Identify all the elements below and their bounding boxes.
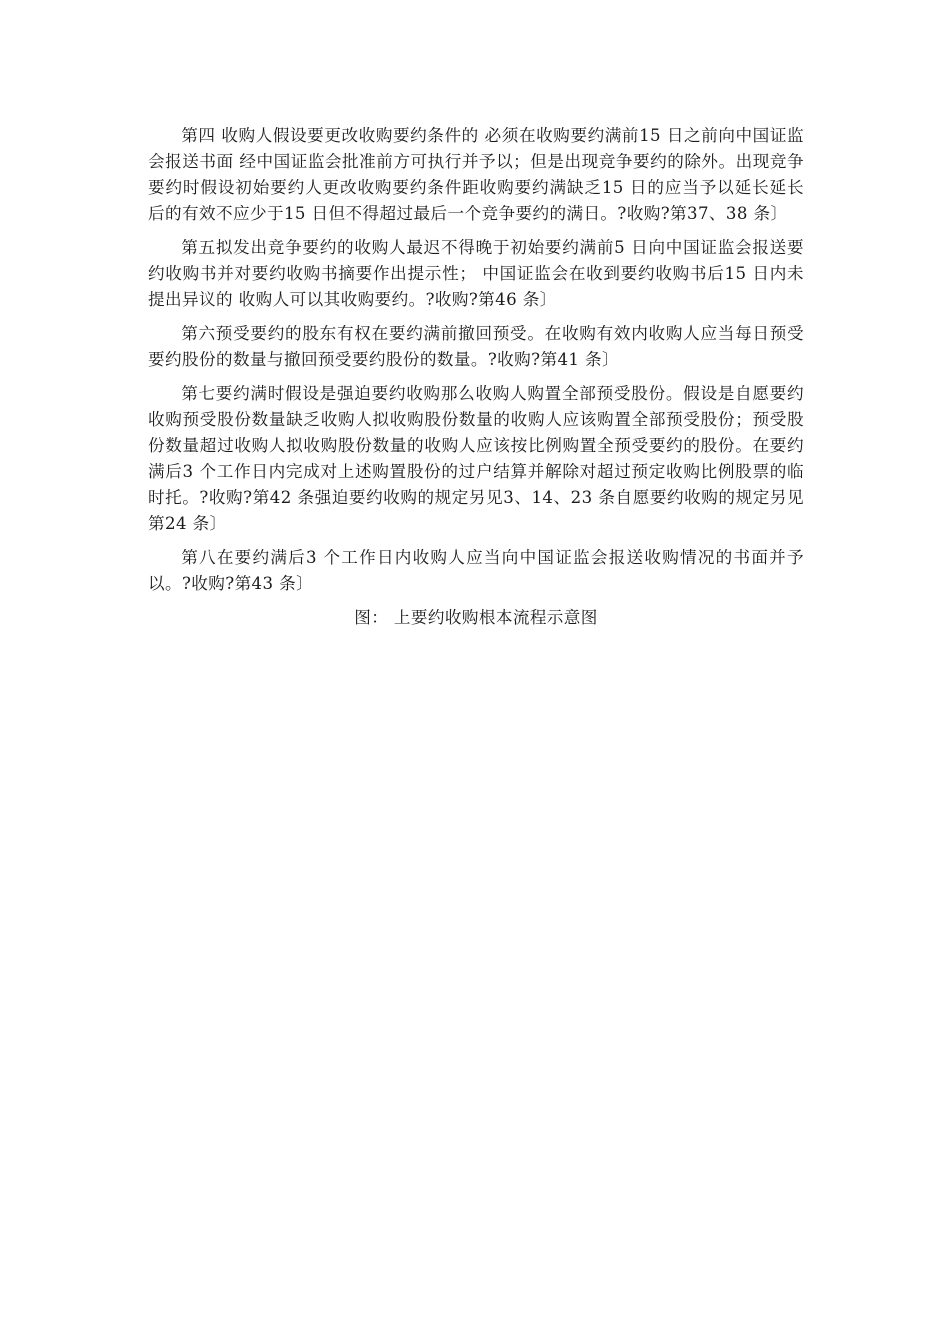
paragraph-step-8: 第八在要约满后3 个工作日内收购人应当向中国证监会报送收购情况的书面并予以。?收购?第43 条〕: [148, 548, 804, 593]
document-body: [148, 123, 804, 631]
figure-caption: 图： 上要约收购根本流程示意图: [354, 608, 598, 627]
paragraph-step-7: 第七要约满时假设是强迫要约收购那么收购人购置全部预受股份。假设是自愿要约收购预受股份数量缺乏收购人拟收购股份数量的收购人应该购置全部预受股份；预受股份数量超过收购人拟收购股份数量的收购人应该按比例购置全预受要约的股份。在要约满后3 个工作日内完成对上述购置股份的过户结算并解除对超过预定收购比例股票的临时托。?收购?第42 条强迫要约收购的规定另见3、14、23 条自愿要约收购的规定另见第24 条〕: [148, 384, 804, 533]
paragraph-step-6: 第六预受要约的股东有权在要约满前撤回预受。在收购有效内收购人应当每日预受要约股份的数量与撤回预受要约股份的数量。?收购?第41 条〕: [148, 324, 804, 369]
paragraph-step-5: 第五拟发出竞争要约的收购人最迟不得晚于初始要约满前5 日向中国证监会报送要约收购书并对要约收购书摘要作出提示性； 中国证监会在收到要约收购书后15 日内未提出异议的 收购人可以其收购要约。?收购?第46 条〕: [148, 238, 804, 309]
paragraph-step-4: 第四 收购人假设要更改收购要约条件的 必须在收购要约满前15 日之前向中国证监会报送书面 经中国证监会批准前方可执行并予以；但是出现竞争要约的除外。出现竞争要约时假设初始要约人更改收购要约条件距收购要约满缺乏15 日的应当予以延长延长后的有效不应少于15 日但不得超过最后一个竞争要约的满日。?收购?第37、38 条〕: [148, 126, 804, 223]
